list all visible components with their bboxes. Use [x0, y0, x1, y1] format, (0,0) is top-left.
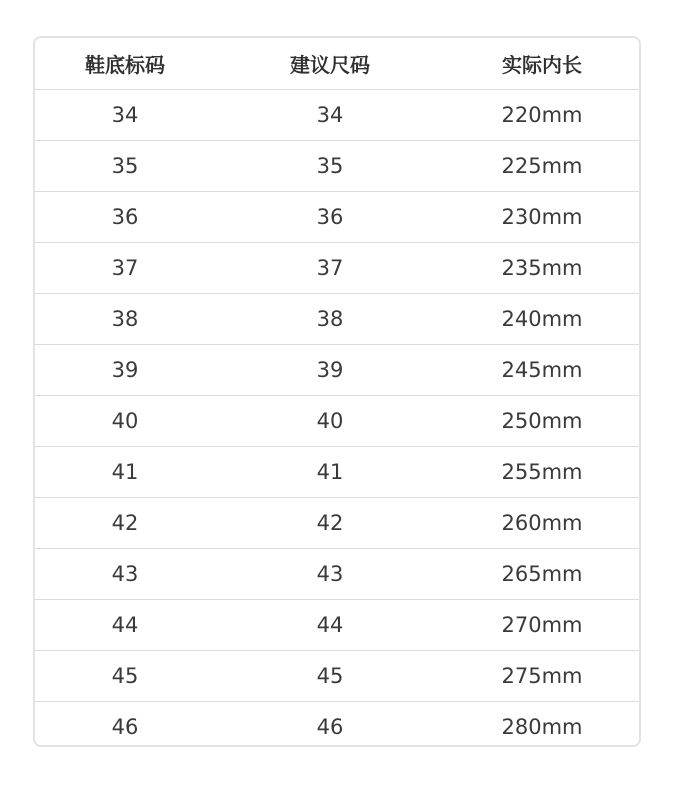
table-row: [35, 294, 639, 345]
sole-size-cell: 43: [35, 549, 215, 600]
inner-length-cell: 235mm: [445, 243, 639, 294]
inner-length-cell: 255mm: [445, 447, 639, 498]
size-chart-card: [33, 36, 641, 747]
sole-size-cell: 45: [35, 651, 215, 702]
table-row: [35, 192, 639, 243]
table-row: [35, 702, 639, 748]
sole-size-cell: 42: [35, 498, 215, 549]
suggested-size-cell: 34: [215, 90, 445, 141]
sole-size-cell: 34: [35, 90, 215, 141]
suggested-size-cell: 37: [215, 243, 445, 294]
table-row: [35, 447, 639, 498]
sole-size-cell: 38: [35, 294, 215, 345]
sole-size-cell: 36: [35, 192, 215, 243]
table-header: [35, 38, 639, 90]
suggested-size-cell: 35: [215, 141, 445, 192]
inner-length-cell: 220mm: [445, 90, 639, 141]
table-row: [35, 243, 639, 294]
suggested-size-cell: 41: [215, 447, 445, 498]
sole-size-cell: 35: [35, 141, 215, 192]
inner-length-cell: 245mm: [445, 345, 639, 396]
table-row: [35, 651, 639, 702]
table-row: [35, 396, 639, 447]
suggested-size-cell: 46: [316, 715, 344, 739]
suggested-size-cell: 42: [215, 498, 445, 549]
inner-length-cell: 225mm: [445, 141, 639, 192]
table-row: [35, 498, 639, 549]
header-inner-length: 实际内长: [445, 38, 639, 90]
suggested-size-cell: 44: [215, 600, 445, 651]
inner-length-cell: 260mm: [445, 498, 639, 549]
suggested-size-cell: 39: [215, 345, 445, 396]
inner-length-cell: 250mm: [445, 396, 639, 447]
table-row: [35, 345, 639, 396]
table-row: [35, 90, 639, 141]
suggested-size-cell: 40: [215, 396, 445, 447]
inner-length-cell: 230mm: [445, 192, 639, 243]
header-suggested-size: 建议尺码: [215, 38, 445, 90]
sole-size-cell: 41: [35, 447, 215, 498]
suggested-size-cell: 45: [215, 651, 445, 702]
sole-size-cell: 44: [35, 600, 215, 651]
sole-size-cell: 39: [35, 345, 215, 396]
suggested-size-cell: 36: [215, 192, 445, 243]
sole-size-cell: 37: [35, 243, 215, 294]
header-sole-size: 鞋底标码: [35, 38, 215, 90]
suggested-size-cell: 43: [215, 549, 445, 600]
sole-size-cell: 40: [35, 396, 215, 447]
inner-length-cell: 275mm: [445, 651, 639, 702]
inner-length-cell: 280mm: [501, 715, 583, 739]
table-row: [35, 549, 639, 600]
suggested-size-cell: 38: [215, 294, 445, 345]
table-row: [35, 600, 639, 651]
size-chart-table: [35, 38, 639, 747]
inner-length-cell: 265mm: [445, 549, 639, 600]
inner-length-cell: 240mm: [445, 294, 639, 345]
table-row: [35, 141, 639, 192]
table-body: [35, 90, 639, 748]
sole-size-cell: 46: [111, 715, 139, 739]
header-row: [35, 38, 639, 90]
inner-length-cell: 270mm: [445, 600, 639, 651]
